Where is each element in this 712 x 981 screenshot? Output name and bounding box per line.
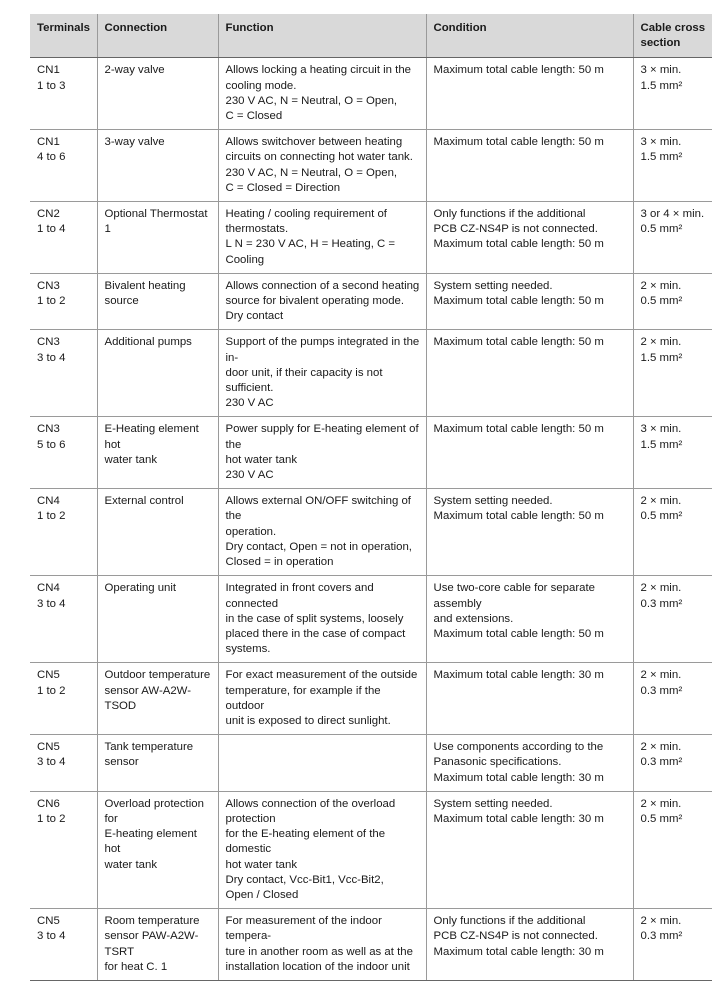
table-row <box>30 273 712 330</box>
cell-connection: Bivalent heating source <box>97 273 218 330</box>
cell-connection: Additional pumps <box>97 330 218 417</box>
cell-cable: 2 × min. 0.3 mm² <box>633 909 712 981</box>
cell-connection: Optional Thermostat 1 <box>97 202 218 274</box>
cell-condition: Use components according to the Panasonic specifications. Maximum total cable length: 30 m <box>426 735 633 792</box>
cell-function: Support of the pumps integrated in the in- door unit, if their capacity is not sufficient. 230 V AC <box>218 330 426 417</box>
cell-function: Allows locking a heating circuit in the cooling mode. 230 V AC, N = Neutral, O = Open, C = Closed <box>218 58 426 130</box>
header-function: Function <box>218 14 426 58</box>
table-header-row <box>30 14 712 58</box>
cell-terminals: CN2 1 to 4 <box>30 202 97 274</box>
cell-cable: 2 × min. 0.5 mm² <box>633 489 712 576</box>
cell-condition: System setting needed. Maximum total cable length: 50 m <box>426 489 633 576</box>
table-body <box>30 58 712 981</box>
cell-function: Heating / cooling requirement of thermostats. L N = 230 V AC, H = Heating, C = Cooling <box>218 202 426 274</box>
cell-function <box>218 735 426 792</box>
cell-terminals: CN1 1 to 3 <box>30 58 97 130</box>
cell-connection: Outdoor temperature sensor AW-A2W-TSOD <box>97 663 218 735</box>
cell-cable: 3 × min. 1.5 mm² <box>633 58 712 130</box>
table-row <box>30 202 712 274</box>
cell-condition: System setting needed. Maximum total cable length: 50 m <box>426 273 633 330</box>
cell-function: Allows connection of a second heating source for bivalent operating mode. Dry contact <box>218 273 426 330</box>
cell-condition: Maximum total cable length: 50 m <box>426 58 633 130</box>
cell-connection: Operating unit <box>97 576 218 663</box>
cell-condition: Only functions if the additional PCB CZ-NS4P is not connected. Maximum total cable length: 30 m <box>426 909 633 981</box>
header-cable-cross-section: Cable cross section <box>633 14 712 58</box>
cell-condition: System setting needed. Maximum total cable length: 30 m <box>426 791 633 908</box>
cell-connection: E-Heating element hot water tank <box>97 417 218 489</box>
cell-function: Allows connection of the overload protection for the E-heating element of the domestic hot water tank Dry contact, Vcc-Bit1, Vcc-Bit2, Open / Closed <box>218 791 426 908</box>
table-row <box>30 417 712 489</box>
cell-cable: 2 × min. 0.5 mm² <box>633 273 712 330</box>
cell-cable: 2 × min. 1.5 mm² <box>633 330 712 417</box>
cell-condition: Maximum total cable length: 50 m <box>426 130 633 202</box>
cell-cable: 2 × min. 0.5 mm² <box>633 791 712 908</box>
cell-terminals: CN3 3 to 4 <box>30 330 97 417</box>
header-condition: Condition <box>426 14 633 58</box>
table-row <box>30 330 712 417</box>
table-row <box>30 791 712 908</box>
cell-cable: 2 × min. 0.3 mm² <box>633 663 712 735</box>
cell-connection: 3-way valve <box>97 130 218 202</box>
cell-cable: 2 × min. 0.3 mm² <box>633 576 712 663</box>
cell-cable: 3 × min. 1.5 mm² <box>633 417 712 489</box>
header-connection: Connection <box>97 14 218 58</box>
cell-function: For measurement of the indoor tempera- ture in another room as well as at the installation location of the indoor unit <box>218 909 426 981</box>
table-row <box>30 576 712 663</box>
cell-function: Allows external ON/OFF switching of the operation. Dry contact, Open = not in operation, Closed = in operation <box>218 489 426 576</box>
table-row <box>30 58 712 130</box>
cell-cable: 3 or 4 × min. 0.5 mm² <box>633 202 712 274</box>
cell-terminals: CN5 1 to 2 <box>30 663 97 735</box>
cell-function: Power supply for E-heating element of the hot water tank 230 V AC <box>218 417 426 489</box>
cell-cable: 2 × min. 0.3 mm² <box>633 735 712 792</box>
cell-cable: 3 × min. 1.5 mm² <box>633 130 712 202</box>
cell-connection: Room temperature sensor PAW-A2W-TSRT for heat C. 1 <box>97 909 218 981</box>
cell-condition: Maximum total cable length: 50 m <box>426 417 633 489</box>
cell-condition: Use two-core cable for separate assembly and extensions. Maximum total cable length: 50 m <box>426 576 633 663</box>
cell-terminals: CN5 3 to 4 <box>30 735 97 792</box>
cell-terminals: CN5 3 to 4 <box>30 909 97 981</box>
cell-terminals: CN3 5 to 6 <box>30 417 97 489</box>
header-terminals: Terminals <box>30 14 97 58</box>
cell-terminals: CN3 1 to 2 <box>30 273 97 330</box>
table-row <box>30 735 712 792</box>
cell-connection: External control <box>97 489 218 576</box>
cell-terminals: CN4 3 to 4 <box>30 576 97 663</box>
terminal-connection-table <box>30 14 712 981</box>
table-row <box>30 663 712 735</box>
cell-terminals: CN6 1 to 2 <box>30 791 97 908</box>
cell-condition: Maximum total cable length: 30 m <box>426 663 633 735</box>
cell-function: Integrated in front covers and connected in the case of split systems, loosely placed there in the case of compact systems. <box>218 576 426 663</box>
cell-terminals: CN1 4 to 6 <box>30 130 97 202</box>
table-row <box>30 130 712 202</box>
cell-connection: 2-way valve <box>97 58 218 130</box>
cell-connection: Tank temperature sensor <box>97 735 218 792</box>
cell-function: For exact measurement of the outside temperature, for example if the outdoor unit is exposed to direct sunlight. <box>218 663 426 735</box>
cell-function: Allows switchover between heating circuits on connecting hot water tank. 230 V AC, N = Neutral, O = Open, C = Closed = Direction <box>218 130 426 202</box>
cell-condition: Maximum total cable length: 50 m <box>426 330 633 417</box>
cell-connection: Overload protection for E-heating element hot water tank <box>97 791 218 908</box>
table-row <box>30 909 712 981</box>
cell-terminals: CN4 1 to 2 <box>30 489 97 576</box>
table-row <box>30 489 712 576</box>
cell-condition: Only functions if the additional PCB CZ-NS4P is not connected. Maximum total cable length: 50 m <box>426 202 633 274</box>
